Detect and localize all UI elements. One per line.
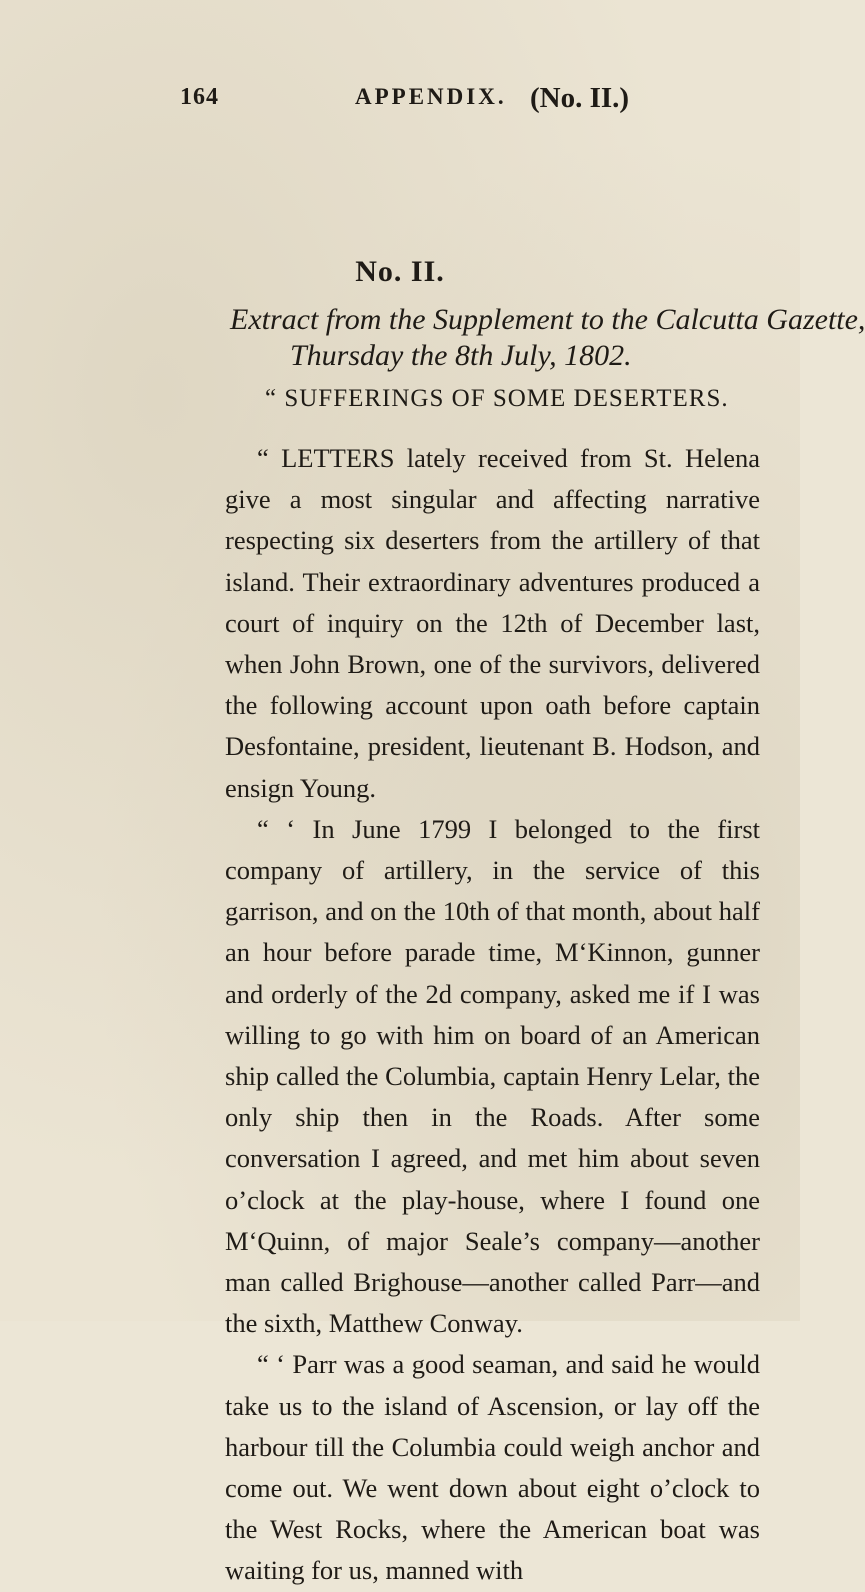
paragraph: “ LETTERS lately received from St. Helena give a most singular and affecting narrative respecting six deserters from the artillery of that island. Their extraordinary adventures produced a court of inquiry on the 12th of December last, when John Brown, one of the survivors, delivered the following account upon oath before captain Desfontaine, president, lieutenant B. Hodson, and ensign Young. [225,443,760,803]
body-text [225,438,760,1592]
paragraph: “ ‘ Parr was a good seaman, and said he would take us to the island of Ascension, or lay off the harbour till the Columbia could weigh anchor and come out. We went down about eight o’clock to the West Rocks, where the American boat was waiting for us, manned with [225,1349,760,1586]
section-reference: (No. II.) [530,82,630,114]
page-header [180,84,740,120]
subtitle-line-2: Thursday the 8th July, 1802. [290,339,632,372]
page-number: 164 [180,84,219,110]
article-title: “ SUFFERINGS OF SOME DESERTERS. [265,385,729,412]
subtitle [230,302,865,374]
running-head: APPENDIX. [355,84,507,109]
paragraph: “ ‘ In June 1799 I belonged to the first company of artillery, in the service of this garrison, and on the 10th of that month, about half an hour before parade time, M‘Kinnon, gunner and orderly of the 2d company, asked me if I was willing to go with him on board of an American ship called the Columbia, captain Henry Lelar, the only ship then in the Roads. After some conversation I agreed, and met him about seven o’clock at the play-house, where I found one M‘Quinn, of major Seale’s company—another man called Brighouse—another called Parr—and the sixth, Matthew Conway. [225,813,760,1339]
section-heading: No. II. [355,255,445,288]
subtitle-line-1: Extract from the Supplement to the Calcutta Gazette, [230,303,865,336]
